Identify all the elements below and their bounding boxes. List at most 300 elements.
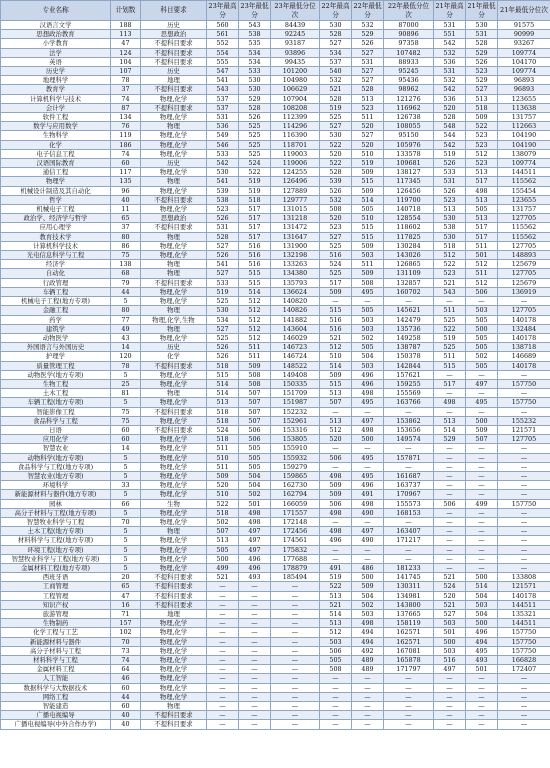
header-22-max: 22年最高分: [321, 2, 350, 19]
table-cell: 172456: [271, 527, 320, 536]
table-cell: 520: [320, 149, 352, 158]
table-cell: 518: [239, 195, 271, 204]
table-cell: —: [352, 702, 384, 711]
table-cell: —: [271, 610, 320, 619]
table-cell: 522: [239, 168, 271, 177]
major-name-cell: 法学: [1, 48, 111, 57]
table-cell: —: [466, 711, 498, 720]
table-cell: 131109: [384, 269, 434, 278]
table-cell: —: [498, 674, 550, 683]
table-cell: 520: [352, 140, 384, 149]
table-cell: —: [207, 692, 239, 701]
table-row: [1, 527, 550, 536]
table-cell: 506: [239, 425, 271, 434]
table-cell: 171797: [384, 665, 434, 674]
table-cell: 513: [466, 214, 498, 223]
table-cell: —: [239, 637, 271, 646]
table-cell: 127705: [498, 435, 550, 444]
table-cell: 504: [466, 610, 498, 619]
table-cell: 116962: [384, 103, 434, 112]
table-cell: 116390: [271, 131, 320, 140]
table-cell: 132484: [498, 324, 550, 333]
major-name-cell: 应用心理学: [1, 223, 111, 232]
major-name-cell: 西班牙语: [1, 573, 111, 582]
table-cell: —: [384, 711, 434, 720]
table-cell: 527: [352, 76, 384, 85]
table-cell: 508: [320, 665, 352, 674]
table-cell: 历史: [141, 21, 207, 30]
table-cell: —: [466, 674, 498, 683]
table-cell: 503: [466, 600, 498, 609]
table-cell: —: [434, 481, 466, 490]
table-cell: 514: [466, 582, 498, 591]
table-cell: 514: [207, 389, 239, 398]
table-cell: 133263: [271, 260, 320, 269]
table-cell: 515: [207, 370, 239, 379]
table-cell: 501: [466, 665, 498, 674]
table-cell: 512: [466, 260, 498, 269]
table-cell: 521: [320, 85, 352, 94]
table-cell: 531: [207, 223, 239, 232]
table-cell: —: [207, 582, 239, 591]
table-cell: 507: [207, 527, 239, 536]
table-cell: 102: [111, 628, 141, 637]
table-cell: 181233: [384, 563, 434, 572]
table-cell: 528: [320, 30, 352, 39]
table-cell: 498: [239, 508, 271, 517]
table-cell: —: [466, 683, 498, 692]
table-cell: 70: [111, 517, 141, 526]
table-cell: 511: [434, 306, 466, 315]
table-cell: 523: [207, 205, 239, 214]
table-cell: 化学: [141, 352, 207, 361]
table-cell: 519: [320, 573, 352, 582]
table-cell: 5: [111, 453, 141, 462]
major-name-cell: 工程管理: [1, 591, 111, 600]
table-cell: 物理: [141, 702, 207, 711]
table-cell: 37: [111, 85, 141, 94]
header-subject: 科目要求: [141, 1, 207, 21]
table-cell: —: [352, 462, 384, 471]
table-cell: 520: [320, 214, 352, 223]
table-cell: —: [498, 490, 550, 499]
table-cell: 531: [352, 57, 384, 66]
table-cell: 532: [320, 195, 352, 204]
table-cell: 78: [111, 361, 141, 370]
table-cell: 121571: [498, 425, 550, 434]
major-name-cell: 汉语国际教育: [1, 159, 111, 168]
table-cell: 498: [320, 527, 352, 536]
table-row: [1, 444, 550, 453]
table-cell: 153805: [271, 435, 320, 444]
table-cell: 516: [434, 656, 466, 665]
table-cell: 493: [466, 656, 498, 665]
table-cell: 502: [352, 600, 384, 609]
table-cell: 501: [434, 628, 466, 637]
table-cell: 509: [352, 186, 384, 195]
table-cell: 521: [320, 333, 352, 342]
table-cell: 547: [207, 67, 239, 76]
table-cell: —: [384, 702, 434, 711]
table-cell: 46: [111, 674, 141, 683]
table-cell: 520: [434, 591, 466, 600]
table-cell: 物理,化学: [141, 186, 207, 195]
table-cell: —: [207, 591, 239, 600]
table-cell: 518: [207, 407, 239, 416]
major-name-cell: 政治学、经济学与哲学: [1, 214, 111, 223]
table-row: [1, 186, 550, 195]
table-cell: 135321: [498, 610, 550, 619]
table-cell: 144511: [498, 619, 550, 628]
major-name-cell: 环境工程(地方专项): [1, 545, 111, 554]
table-cell: 107482: [384, 48, 434, 57]
table-cell: 513: [466, 195, 498, 204]
table-row: [1, 573, 550, 582]
table-cell: 124255: [271, 168, 320, 177]
table-cell: 548: [434, 122, 466, 131]
table-cell: 522: [320, 582, 352, 591]
table-row: [1, 343, 550, 352]
table-cell: 531: [434, 177, 466, 186]
table-cell: 532: [434, 48, 466, 57]
table-cell: 509: [352, 241, 384, 250]
table-cell: 527: [352, 48, 384, 57]
major-name-cell: 质量管理工程: [1, 361, 111, 370]
table-cell: 524: [434, 582, 466, 591]
table-row: [1, 352, 550, 361]
table-cell: 532: [320, 76, 352, 85]
table-cell: —: [466, 508, 498, 517]
major-name-cell: 工商管理: [1, 582, 111, 591]
table-cell: 529: [466, 76, 498, 85]
table-cell: 物理,化学: [141, 628, 207, 637]
major-name-cell: 日语: [1, 425, 111, 434]
table-cell: —: [207, 628, 239, 637]
header-row: [1, 1, 550, 21]
table-cell: —: [207, 674, 239, 683]
table-cell: 524: [320, 260, 352, 269]
table-cell: 526: [434, 186, 466, 195]
header-23-rank: 23年最低分位次: [271, 1, 320, 21]
table-cell: 490: [352, 508, 384, 517]
table-cell: 119700: [384, 195, 434, 204]
table-cell: 不提科目要求: [141, 39, 207, 48]
table-cell: 物理,化学: [141, 287, 207, 296]
table-row: [1, 536, 550, 545]
table-cell: —: [384, 517, 434, 526]
table-cell: —: [498, 370, 550, 379]
table-cell: 506: [320, 453, 352, 462]
table-cell: —: [320, 462, 352, 471]
table-cell: —: [239, 600, 271, 609]
table-cell: 536: [434, 94, 466, 103]
table-cell: 5: [111, 536, 141, 545]
table-cell: 505: [239, 453, 271, 462]
table-cell: 126456: [384, 186, 434, 195]
table-cell: 499: [466, 499, 498, 508]
table-cell: 524: [207, 425, 239, 434]
table-cell: —: [320, 683, 352, 692]
table-cell: 47: [111, 39, 141, 48]
table-row: [1, 361, 550, 370]
table-cell: 527: [320, 232, 352, 241]
table-cell: 157871: [384, 453, 434, 462]
table-cell: —: [498, 683, 550, 692]
major-name-cell: 物理学: [1, 177, 111, 186]
table-cell: 533: [207, 149, 239, 158]
major-name-cell: 数据科学与大数据技术: [1, 683, 111, 692]
table-cell: 95150: [384, 131, 434, 140]
table-cell: —: [271, 619, 320, 628]
table-cell: 535: [239, 39, 271, 48]
table-cell: —: [207, 702, 239, 711]
table-cell: 516: [239, 241, 271, 250]
table-cell: —: [384, 554, 434, 563]
table-cell: 543: [434, 287, 466, 296]
table-cell: 510: [352, 149, 384, 158]
table-cell: —: [320, 692, 352, 701]
table-row: [1, 159, 550, 168]
major-name-cell: 应用化学: [1, 435, 111, 444]
table-cell: 175832: [271, 545, 320, 554]
table-row: [1, 315, 550, 324]
table-cell: 512: [239, 306, 271, 315]
table-cell: 不提科目要求: [141, 103, 207, 112]
table-cell: 505: [239, 444, 271, 453]
table-row: [1, 232, 550, 241]
table-cell: —: [466, 453, 498, 462]
table-cell: 525: [434, 343, 466, 352]
major-name-cell: 外国语言与外国历史: [1, 343, 111, 352]
table-cell: 140826: [271, 306, 320, 315]
table-cell: —: [207, 600, 239, 609]
table-cell: 87000: [384, 21, 434, 30]
table-cell: 79: [111, 278, 141, 287]
table-cell: —: [384, 674, 434, 683]
table-cell: —: [434, 545, 466, 554]
table-cell: 物理: [141, 122, 207, 131]
table-cell: 517: [320, 278, 352, 287]
table-row: [1, 637, 550, 646]
table-cell: 512: [466, 149, 498, 158]
table-cell: 152232: [271, 407, 320, 416]
table-cell: —: [466, 370, 498, 379]
table-row: [1, 702, 550, 711]
table-cell: 思想政治: [141, 30, 207, 39]
table-cell: 162794: [271, 490, 320, 499]
table-cell: 112399: [271, 113, 320, 122]
header-22-rank: 22年最低分位次: [384, 1, 434, 21]
major-name-cell: 地理科学: [1, 76, 111, 85]
table-row: [1, 554, 550, 563]
table-cell: —: [434, 297, 466, 306]
table-cell: 509: [320, 370, 352, 379]
table-cell: 131472: [271, 223, 320, 232]
table-cell: 物理: [141, 232, 207, 241]
table-cell: 517: [466, 223, 498, 232]
table-cell: 519: [434, 333, 466, 342]
table-cell: 507: [320, 398, 352, 407]
table-cell: 60: [111, 683, 141, 692]
table-cell: 490: [352, 536, 384, 545]
table-cell: 109774: [498, 48, 550, 57]
table-cell: 528: [320, 168, 352, 177]
table-cell: 98962: [384, 85, 434, 94]
table-cell: 75: [111, 407, 141, 416]
major-name-cell: 教育技术学: [1, 232, 111, 241]
table-cell: 521: [434, 573, 466, 582]
table-cell: 84439: [271, 21, 320, 30]
table-cell: 物理: [141, 389, 207, 398]
table-row: [1, 628, 550, 637]
table-cell: —: [239, 711, 271, 720]
table-cell: 125679: [498, 260, 550, 269]
table-cell: —: [434, 407, 466, 416]
table-row: [1, 57, 550, 66]
table-cell: 525: [320, 269, 352, 278]
table-cell: 517: [466, 232, 498, 241]
table-cell: 496: [466, 628, 498, 637]
major-name-cell: 旅游管理: [1, 610, 111, 619]
table-cell: —: [498, 389, 550, 398]
table-cell: —: [498, 508, 550, 517]
table-cell: 物理,化学: [141, 251, 207, 260]
table-cell: 162730: [271, 481, 320, 490]
table-cell: —: [434, 674, 466, 683]
table-cell: 152961: [271, 416, 320, 425]
table-cell: 526: [239, 113, 271, 122]
table-cell: 5: [111, 508, 141, 517]
table-cell: 498: [352, 619, 384, 628]
table-cell: —: [498, 462, 550, 471]
major-name-cell: 车辆工程(地方专项): [1, 398, 111, 407]
table-cell: 533: [207, 278, 239, 287]
table-cell: 不提科目要求: [141, 591, 207, 600]
table-cell: 44: [111, 287, 141, 296]
table-cell: 527: [207, 269, 239, 278]
table-cell: 506: [239, 435, 271, 444]
table-cell: 134380: [271, 269, 320, 278]
major-name-cell: 自动化: [1, 269, 111, 278]
table-cell: 物理: [141, 527, 207, 536]
table-cell: 523: [466, 67, 498, 76]
table-cell: 物理,化学: [141, 508, 207, 517]
table-cell: 115562: [498, 232, 550, 241]
table-cell: 513: [207, 536, 239, 545]
table-cell: 507: [239, 389, 271, 398]
table-cell: 527: [352, 67, 384, 76]
major-name-cell: 智慧牧业科学与工程: [1, 517, 111, 526]
table-cell: 505: [239, 462, 271, 471]
table-cell: —: [352, 683, 384, 692]
table-cell: 518: [207, 416, 239, 425]
table-cell: 505: [320, 656, 352, 665]
table-cell: 74: [111, 656, 141, 665]
header-22-min: 22年最低分: [353, 2, 382, 19]
table-cell: 126496: [271, 177, 320, 186]
table-cell: —: [434, 720, 466, 729]
table-cell: 503: [434, 646, 466, 655]
table-cell: 生物: [141, 499, 207, 508]
table-cell: 60: [111, 702, 141, 711]
table-cell: —: [434, 554, 466, 563]
table-cell: —: [384, 444, 434, 453]
table-cell: 81: [111, 389, 141, 398]
table-cell: 509: [320, 481, 352, 490]
table-cell: —: [498, 471, 550, 480]
table-cell: 物理,化学: [141, 545, 207, 554]
table-cell: —: [207, 711, 239, 720]
table-cell: 155569: [384, 389, 434, 398]
table-cell: 529: [466, 48, 498, 57]
table-cell: 149258: [384, 333, 434, 342]
table-cell: 513: [320, 416, 352, 425]
table-cell: 523: [352, 103, 384, 112]
major-name-cell: 知识产权: [1, 600, 111, 609]
table-cell: 525: [239, 122, 271, 131]
table-row: [1, 453, 550, 462]
table-cell: 513: [466, 94, 498, 103]
table-row: [1, 306, 550, 315]
table-cell: 537: [207, 103, 239, 112]
table-cell: 109681: [384, 159, 434, 168]
table-cell: 512: [320, 343, 352, 352]
table-cell: 127705: [498, 214, 550, 223]
table-cell: 503: [352, 324, 384, 333]
table-cell: 5: [111, 563, 141, 572]
table-cell: —: [466, 536, 498, 545]
table-cell: 118701: [271, 140, 320, 149]
table-cell: 494: [352, 637, 384, 646]
table-cell: 135736: [384, 324, 434, 333]
table-cell: 513: [466, 168, 498, 177]
table-cell: 128554: [384, 214, 434, 223]
table-cell: 170967: [384, 490, 434, 499]
table-cell: 529: [239, 94, 271, 103]
table-cell: 地理: [141, 76, 207, 85]
table-cell: —: [207, 610, 239, 619]
table-cell: 14: [111, 343, 141, 352]
table-cell: 491: [352, 490, 384, 499]
table-row: [1, 499, 550, 508]
table-cell: 物理,化学: [141, 481, 207, 490]
table-cell: —: [271, 637, 320, 646]
table-cell: 140820: [271, 297, 320, 306]
table-cell: 519: [239, 177, 271, 186]
table-cell: 118602: [384, 223, 434, 232]
major-name-cell: 数学与应用数学: [1, 122, 111, 131]
major-name-cell: 智能建造: [1, 702, 111, 711]
table-cell: 127705: [498, 241, 550, 250]
table-cell: 155232: [498, 416, 550, 425]
table-cell: —: [434, 453, 466, 462]
table-cell: 530: [239, 76, 271, 85]
table-cell: 531: [434, 67, 466, 76]
table-cell: 物理,化学: [141, 398, 207, 407]
table-cell: 114296: [271, 122, 320, 131]
table-cell: 501: [466, 251, 498, 260]
table-cell: 160702: [384, 287, 434, 296]
table-cell: 73: [111, 646, 141, 655]
major-name-cell: 生物科学: [1, 131, 111, 140]
table-cell: 502: [466, 352, 498, 361]
major-name-cell: 机械电子工程(地方专项): [1, 297, 111, 306]
table-cell: 物理,化学: [141, 637, 207, 646]
table-cell: 109774: [498, 159, 550, 168]
header-23-min: 23年最低分: [240, 2, 269, 19]
table-cell: 131647: [271, 232, 320, 241]
table-cell: 517: [239, 232, 271, 241]
